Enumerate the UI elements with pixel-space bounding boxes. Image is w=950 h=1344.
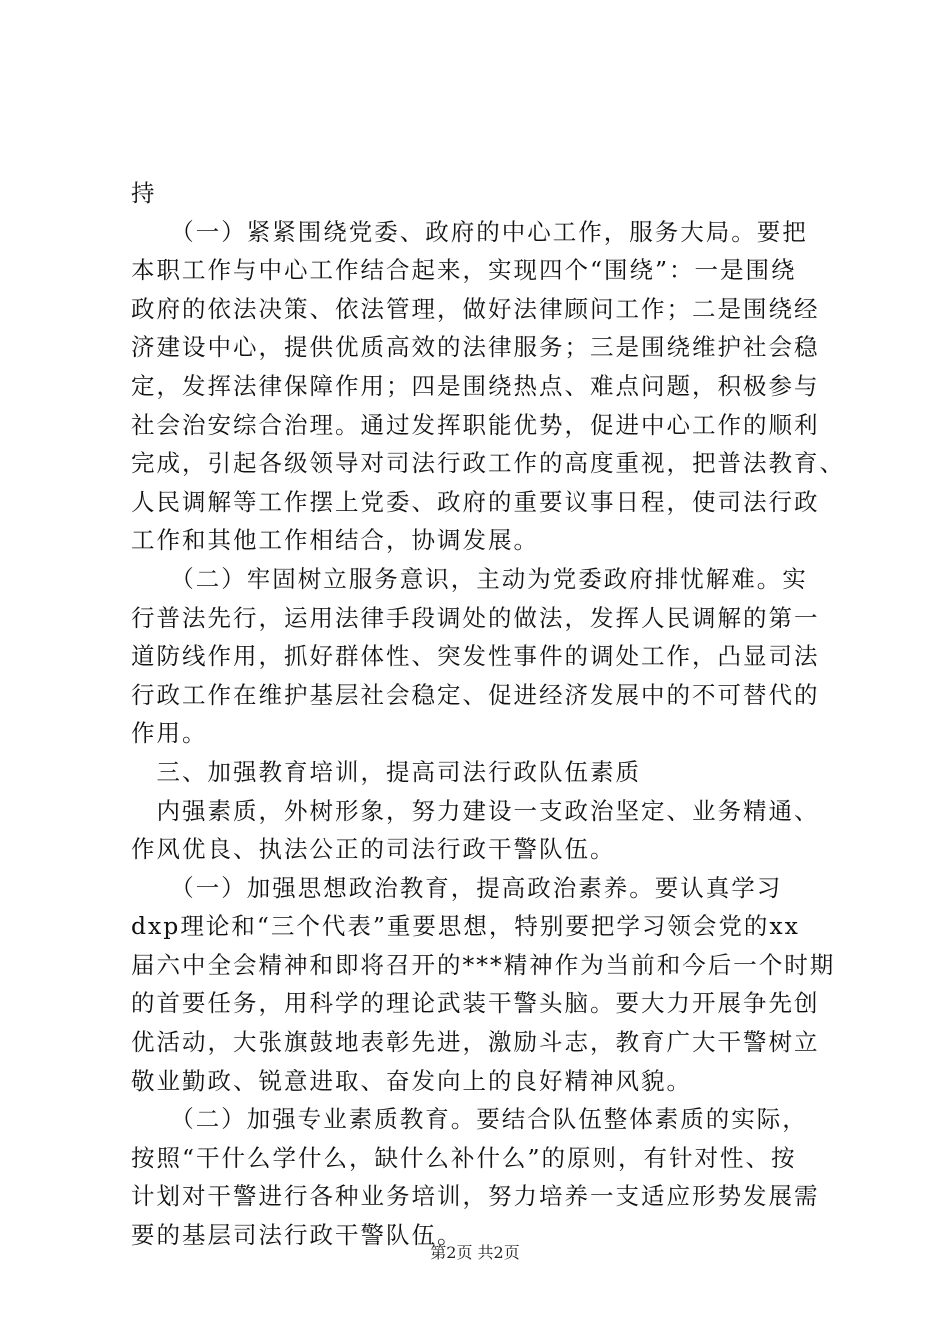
text-line: 政府的依法决策、依法管理，做好法律顾问工作；二是围绕经 [131, 294, 820, 323]
text-line: 定，发挥法律保障作用；四是围绕热点、难点问题，积极参与 [131, 371, 820, 400]
text-line: （一）紧紧围绕党委、政府的中心工作，服务大局。要把 [131, 217, 808, 246]
text-line: 道防线作用，抓好群体性、突发性事件的调处工作，凸显司法 [131, 642, 820, 671]
text-line: 敬业勤政、锐意进取、奋发向上的良好精神风貌。 [131, 1066, 692, 1095]
text-line: 按照“干什么学什么，缺什么补什么”的原则，有针对性、按 [131, 1143, 797, 1172]
text-line: 内强素质，外树形象，努力建设一支政治坚定、业务精通、 [131, 796, 820, 825]
text-line: 济建设中心，提供优质高效的法律服务；三是围绕维护社会稳 [131, 333, 820, 362]
text-line: 持 [131, 179, 157, 207]
text-line: 优活动，大张旗鼓地表彰先进，激励斗志，教育广大干警树立 [131, 1028, 820, 1057]
text-line: 行政工作在维护基层社会稳定、促进经济发展中的不可替代的 [131, 680, 820, 709]
text-line: 作风优良、执法公正的司法行政干警队伍。 [131, 835, 616, 864]
text-line: （二）加强专业素质教育。要结合队伍整体素质的实际， [131, 1105, 808, 1134]
page-number: 第2页 共2页 [430, 1243, 520, 1262]
text-line: 完成，引起各级领导对司法行政工作的高度重视，把普法教育、 [131, 449, 845, 478]
page-footer [0, 1240, 950, 1263]
text-line: 社会治安综合治理。通过发挥职能优势，促进中心工作的顺利 [131, 410, 820, 439]
text-line: 作用。 [131, 719, 208, 748]
text-line: 计划对干警进行各种业务培训，努力培养一支适应形势发展需 [131, 1182, 820, 1211]
document-body [131, 174, 845, 1255]
text-line: （一）加强思想政治教育，提高政治素养。要认真学习 [131, 873, 783, 902]
text-line: 行普法先行，运用法律手段调处的做法，发挥人民调解的第一 [131, 603, 820, 632]
text-line: 的首要任务，用科学的理论武装干警头脑。要大力开展争先创 [131, 989, 820, 1018]
text-line: 本职工作与中心工作结合起来，实现四个“围绕”：一是围绕 [131, 256, 797, 285]
text-line: 人民调解等工作摆上党委、政府的重要议事日程，使司法行政 [131, 487, 820, 516]
text-line: dxp理论和“三个代表”重要思想，特别要把学习领会党的xx [131, 912, 800, 941]
text-line: （二）牢固树立服务意识，主动为党委政府排忧解难。实 [131, 564, 808, 593]
text-line: 届六中全会精神和即将召开的***精神作为当前和今后一个时期 [131, 950, 836, 979]
text-line: 工作和其他工作相结合，协调发展。 [131, 526, 539, 555]
text-line: 要的基层司法行政干警队伍。 [131, 1221, 463, 1250]
section-heading: 三、加强教育培训，提高司法行政队伍素质 [131, 757, 641, 786]
